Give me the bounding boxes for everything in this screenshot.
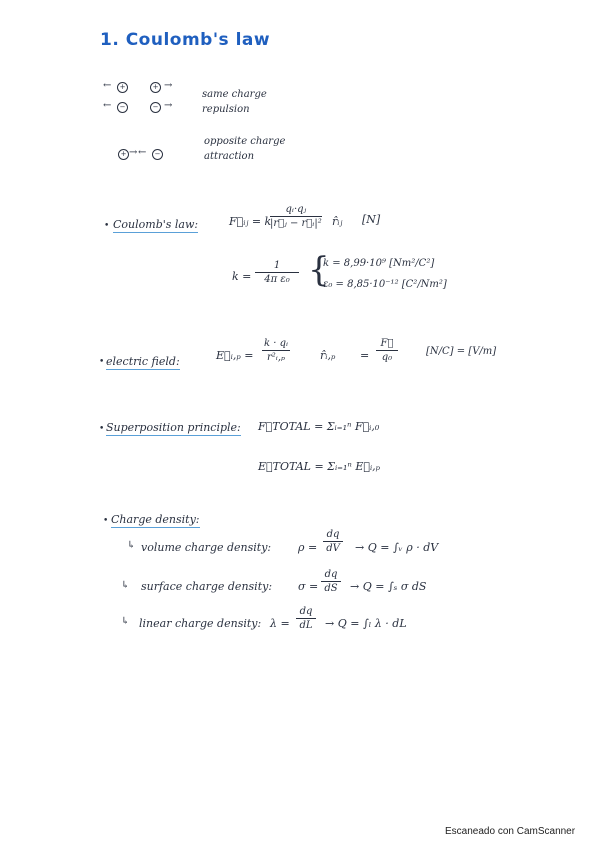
brace-icon: { xyxy=(308,250,330,290)
superposition-force: F⃗TOTAL = Σᵢ₌₁ⁿ F⃗ᵢ,₀ xyxy=(258,420,380,433)
volume-density-numerator: dq xyxy=(323,529,343,542)
attraction-label: attraction xyxy=(204,151,255,162)
field-numerator: k · qᵢ xyxy=(264,338,289,349)
opposite-charge-label: opposite charge xyxy=(204,136,286,147)
branch-arrow-icon: ↳ xyxy=(121,580,130,591)
bullet-icon: • xyxy=(99,424,105,434)
field-lhs: E⃗ᵢ,ₚ = xyxy=(216,349,254,362)
superposition-label: Superposition principle: xyxy=(106,421,241,434)
surface-density-numerator: dq xyxy=(321,569,341,582)
positive-charge-icon: + xyxy=(150,82,161,93)
bullet-icon: • xyxy=(99,357,105,367)
bullet-icon: • xyxy=(103,516,109,526)
branch-arrow-icon: ↳ xyxy=(121,616,130,627)
linear-density-fraction xyxy=(296,606,316,631)
negative-charge-icon: − xyxy=(117,102,128,113)
surface-density-label: surface charge density: xyxy=(141,580,273,593)
field-denominator-2: q₀ xyxy=(381,352,393,363)
arrow-right-icon: → xyxy=(164,80,173,91)
repulsion-label: repulsion xyxy=(202,104,250,115)
field-equals: = xyxy=(360,349,370,362)
arrow-left-icon: ← xyxy=(103,80,112,91)
linear-density-label: linear charge density: xyxy=(139,617,262,630)
field-unit: [N/C] = [V/m] xyxy=(426,346,497,357)
linear-density-lhs: λ = xyxy=(270,617,290,630)
coulomb-lhs: F⃗ᵢⱼ = k xyxy=(229,215,272,228)
k-denominator: 4π ε₀ xyxy=(264,274,290,285)
field-numerator-2: F⃗ xyxy=(376,338,398,351)
field-denominator: r²ᵢ,ₚ xyxy=(267,352,285,363)
coulomb-fraction xyxy=(270,204,322,229)
arrow-left-icon: ← xyxy=(103,100,112,111)
linear-density-numerator: dq xyxy=(296,606,316,619)
volume-density-total: → Q = ∫ᵥ ρ · dV xyxy=(355,541,439,554)
k-numerator: 1 xyxy=(255,260,299,273)
epsilon-value: ε₀ = 8,85·10⁻¹² [C²/Nm²] xyxy=(323,279,447,290)
surface-density-denominator: dS xyxy=(324,583,338,594)
arrow-right-icon: → xyxy=(129,147,138,158)
volume-density-fraction xyxy=(323,529,343,554)
negative-charge-icon: − xyxy=(152,149,163,160)
field-unit-vector: r̂ᵢ,ₚ xyxy=(320,349,336,362)
volume-density-denominator: dV xyxy=(326,543,340,554)
page-title: 1. Coulomb's law xyxy=(100,30,271,50)
linear-density-denominator: dL xyxy=(299,620,313,631)
same-charge-label: same charge xyxy=(202,89,267,100)
negative-charge-icon: − xyxy=(150,102,161,113)
field-fraction-2 xyxy=(376,338,398,363)
k-fraction xyxy=(255,260,299,285)
surface-density-total: → Q = ∫ₛ σ dS xyxy=(350,580,427,593)
arrow-left-icon: ← xyxy=(138,147,147,158)
bullet-icon: • xyxy=(104,221,110,231)
positive-charge-icon: + xyxy=(118,149,129,160)
scanner-watermark: Escaneado con CamScanner xyxy=(445,826,576,837)
field-fraction xyxy=(262,338,290,363)
branch-arrow-icon: ↳ xyxy=(127,540,136,551)
coulomb-label: Coulomb's law: xyxy=(113,218,199,231)
superposition-field: E⃗TOTAL = Σᵢ₌₁ⁿ E⃗ᵢ,ₚ xyxy=(258,460,381,473)
positive-charge-icon: + xyxy=(117,82,128,93)
surface-density-lhs: σ = xyxy=(298,580,319,593)
charge-density-label: Charge density: xyxy=(111,513,200,526)
coulomb-unit: [N] xyxy=(362,213,381,226)
electric-field-label: electric field: xyxy=(106,355,180,368)
surface-density-fraction xyxy=(321,569,341,594)
linear-density-total: → Q = ∫ₗ λ · dL xyxy=(325,617,407,630)
volume-density-lhs: ρ = xyxy=(298,541,318,554)
coulomb-denominator: |r⃗ⱼ − r⃗ᵢ|² xyxy=(270,218,322,229)
k-value: k = 8,99·10⁹ [Nm²/C²] xyxy=(323,258,435,269)
coulomb-unit-vector: r̂ᵢⱼ xyxy=(332,215,343,228)
coulomb-numerator: qᵢ·qⱼ xyxy=(270,204,322,217)
arrow-right-icon: → xyxy=(164,100,173,111)
k-lhs: k = xyxy=(232,270,252,283)
volume-density-label: volume charge density: xyxy=(141,541,272,554)
